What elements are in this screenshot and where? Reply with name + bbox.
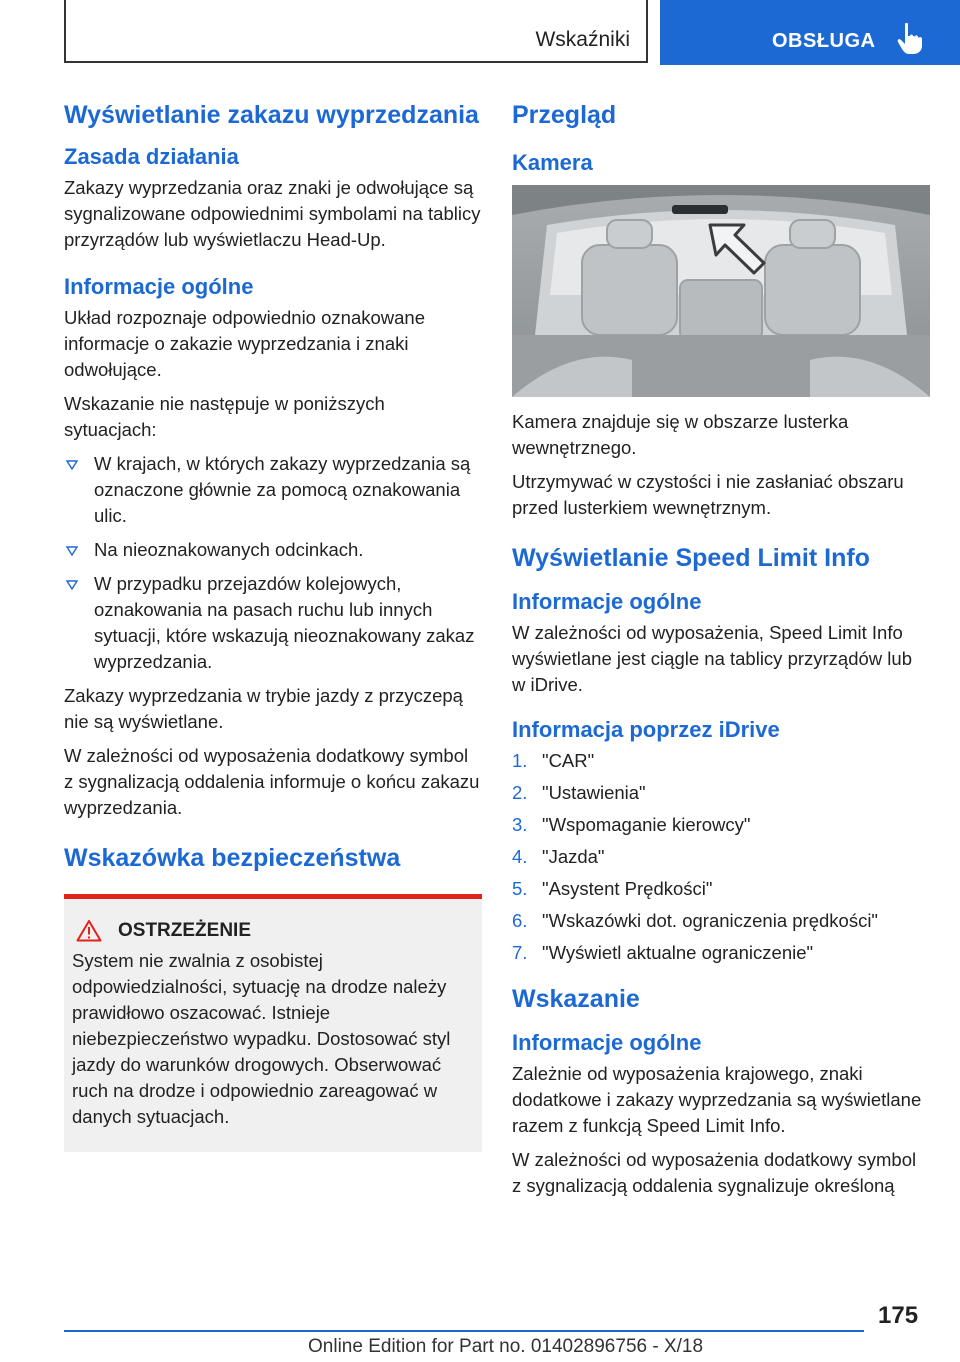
speed-general-text: W zależności od wyposażenia, Speed Limit Info wyświetlane jest ciągle na tablicy przyrządów lub w iDrive. [512, 622, 912, 695]
heading-overview: Przegląd [512, 101, 617, 129]
heading-speed-limit-info: Wyświetlanie Speed Limit Info [512, 544, 870, 572]
heading-display: Wskazanie [512, 985, 640, 1013]
heading-speed-general: Informacje ogólne [512, 589, 702, 614]
chapter-tab-label: OBSŁUGA [772, 30, 876, 52]
step-number: 3. [512, 814, 528, 835]
step-text: "Wspomaganie kierowcy" [542, 814, 751, 835]
page-number: 175 [878, 1302, 919, 1329]
list-item-text: Na nieoznakowanych odcinkach. [94, 539, 364, 560]
step-number: 7. [512, 942, 528, 963]
general-text-3: Zakazy wyprzedzania w trybie jazdy z przyczepą nie są wyświetlane. [64, 685, 463, 732]
warning-text: System nie zwalnia z osobistej odpowiedzialności, sytuację na drodze należy prawidłowo oszacować. Istnieje niebezpieczeństwo wypadku. Dostosować styl jazdy do warunków drogowych. Obserwować ruch na drodze i odpowiednio zareagować w danych sytuacjach. [72, 950, 451, 1127]
list-item [512, 812, 930, 838]
list-item [512, 748, 930, 774]
right-column [512, 100, 930, 1207]
triangle-bullet-icon [66, 580, 78, 590]
heading-display-general: Informacje ogólne [512, 1030, 702, 1055]
general-text-4: W zależności od wyposażenia dodatkowy symbol z sygnalizacją oddalenia informuje o końcu zakazu wyprzedzania. [64, 745, 480, 818]
display-text-2: W zależności od wyposażenia dodatkowy symbol z sygnalizacją oddalenia sygnalizuje określoną [512, 1149, 917, 1196]
camera-text-2: Utrzymywać w czystości i nie zasłaniać obszaru przed lusterkiem wewnętrznym. [512, 471, 904, 518]
display-text-1: Zależnie od wyposażenia krajowego, znaki dodatkowe i zakazy wyprzedzania są wyświetlane razem z funkcją Speed Limit Info. [512, 1063, 922, 1136]
step-number: 1. [512, 750, 528, 771]
warning-title: OSTRZEŻENIE [118, 919, 252, 941]
list-item [64, 571, 482, 675]
step-number: 2. [512, 782, 528, 803]
list-item [64, 537, 482, 563]
list-item [512, 908, 930, 934]
list-item-text: W przypadku przejazdów kolejowych, oznakowania na pasach ruchu lub innych sytuacji, które wskazują nieoznakowany zakaz wyprzedzania. [94, 573, 475, 672]
idrive-steps-list [512, 748, 930, 966]
step-text: "Jazda" [542, 846, 605, 867]
step-text: "Wskazówki dot. ograniczenia prędkości" [542, 910, 878, 931]
footer-divider [64, 1330, 864, 1332]
step-text: "Ustawienia" [542, 782, 646, 803]
camera-text-1: Kamera znajduje się w obszarze lusterka wewnętrznego. [512, 411, 849, 458]
warning-triangle-icon [76, 919, 102, 942]
step-text: "Wyświetl aktualne ograniczenie" [542, 942, 814, 963]
hand-pointer-icon [896, 22, 924, 56]
step-number: 4. [512, 846, 528, 867]
principle-text: Zakazy wyprzedzania oraz znaki je odwołujące są sygnalizowane odpowiednimi symbolami na tablicy przyrządów lub wyświetlaczu Head-Up. [64, 177, 481, 250]
running-header [64, 0, 648, 63]
warning-header [72, 919, 474, 942]
heading-camera: Kamera [512, 150, 593, 175]
general-text-2: Wskazanie nie następuje w poniższych sytuacjach: [64, 393, 385, 440]
list-item [512, 780, 930, 806]
list-item [512, 844, 930, 870]
chapter-tab [660, 0, 960, 65]
general-text-1: Układ rozpoznaje odpowiednio oznakowane informacje o zakazie wyprzedzania i znaki odwołujące. [64, 307, 425, 380]
step-text: "Asystent Prędkości" [542, 878, 713, 899]
header-section-title: Wskaźniki [535, 28, 630, 51]
heading-principle: Zasada działania [64, 144, 239, 169]
left-column [64, 100, 482, 1152]
situations-list [64, 451, 482, 675]
list-item [512, 876, 930, 902]
camera-location-illustration [512, 185, 930, 397]
list-item-text: W krajach, w których zakazy wyprzedzania są oznaczone głównie za pomocą oznakowania ulic. [94, 453, 471, 526]
triangle-bullet-icon [66, 546, 78, 556]
footer-edition-text: Online Edition for Part no. 01402896756 - X/18 [308, 1336, 704, 1357]
step-number: 5. [512, 878, 528, 899]
step-text: "CAR" [542, 750, 595, 771]
step-number: 6. [512, 910, 528, 931]
list-item [64, 451, 482, 529]
triangle-bullet-icon [66, 460, 78, 470]
heading-safety: Wskazówka bezpieczeństwa [64, 844, 401, 872]
warning-box [64, 894, 482, 1152]
heading-general-info: Informacje ogólne [64, 274, 254, 299]
list-item [512, 940, 930, 966]
heading-idrive: Informacja poprzez iDrive [512, 717, 780, 742]
section-title-overtaking: Wyświetlanie zakazu wyprzedzania [64, 101, 479, 129]
